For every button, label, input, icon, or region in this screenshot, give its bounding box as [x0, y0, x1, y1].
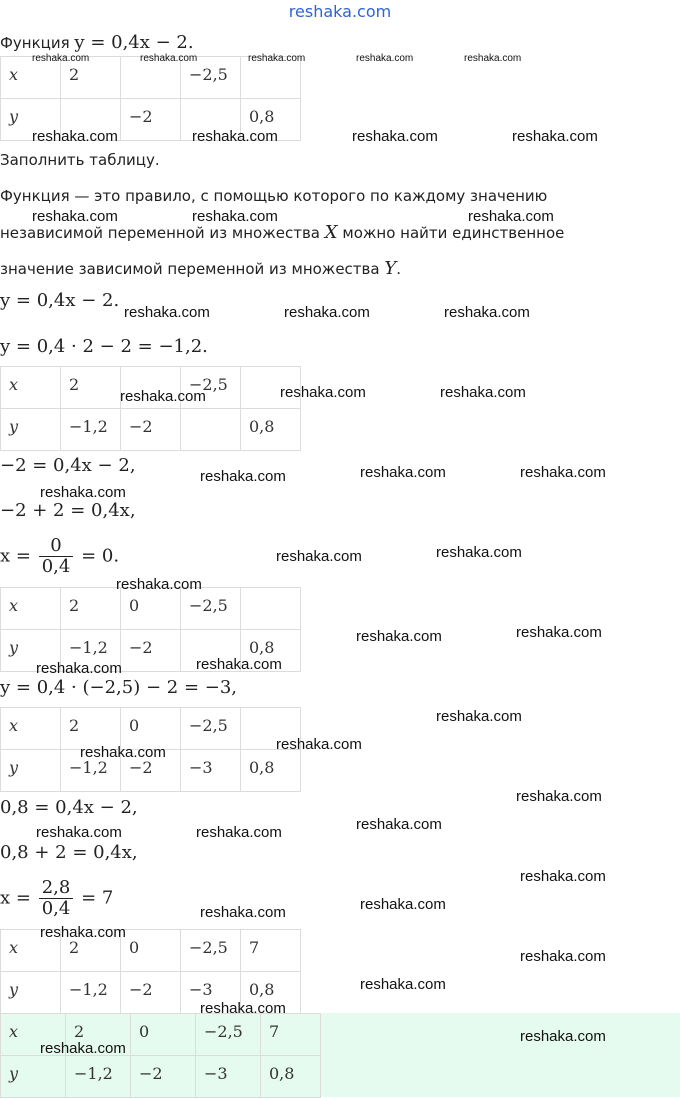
watermark: reshaka.com	[352, 128, 438, 145]
cell: y	[1, 409, 61, 451]
cell: −2	[131, 1056, 196, 1098]
watermark: reshaka.com	[116, 576, 202, 593]
watermark: reshaka.com	[356, 628, 442, 645]
watermark: reshaka.com	[248, 53, 306, 64]
cell: 0,8	[241, 972, 301, 1014]
cell: x	[1, 1014, 66, 1056]
cell: −2,5	[196, 1014, 261, 1056]
cell: −2,5	[181, 588, 241, 630]
cell: −1,2	[61, 409, 121, 451]
watermark: reshaka.com	[36, 660, 122, 677]
watermark: reshaka.com	[360, 976, 446, 993]
cell: 0,8	[241, 750, 301, 792]
step-equation: y = 0,4 · 2 − 2 = −1,2.	[0, 336, 208, 357]
watermark: reshaka.com	[280, 384, 366, 401]
table-step-1	[0, 366, 301, 451]
cell: −2,5	[181, 930, 241, 972]
fraction-numerator: 2,8	[39, 878, 74, 899]
problem-statement	[0, 32, 194, 53]
definition-text: независимой переменной из множества	[0, 224, 320, 242]
cell: −3	[181, 972, 241, 1014]
cell: −2,5	[181, 57, 241, 99]
set-y: Y	[384, 258, 397, 279]
step-equation: y = 0,4 · (−2,5) − 2 = −3,	[0, 677, 237, 698]
watermark: reshaka.com	[516, 788, 602, 805]
cell: 0,8	[241, 409, 301, 451]
definition-line-1: Функция — это правило, с помощью которого по каждому значению	[0, 187, 548, 205]
cell: −1,2	[66, 1056, 131, 1098]
cell: 0,8	[241, 99, 301, 141]
cell: 2	[61, 930, 121, 972]
watermark: reshaka.com	[40, 1040, 126, 1057]
step-equation: 0,8 + 2 = 0,4x,	[0, 842, 138, 863]
watermark: reshaka.com	[284, 304, 370, 321]
cell: 2	[66, 1014, 131, 1056]
cell: 7	[241, 930, 301, 972]
cell: y	[1, 972, 61, 1014]
watermark: reshaka.com	[200, 904, 286, 921]
fraction	[39, 536, 74, 577]
definition-text: значение зависимой переменной из множества	[0, 260, 380, 278]
cell: −2	[121, 99, 181, 141]
watermark: reshaka.com	[520, 464, 606, 481]
cell: −1,2	[61, 972, 121, 1014]
cell: 7	[261, 1014, 321, 1056]
cell: −3	[181, 750, 241, 792]
watermark: reshaka.com	[516, 624, 602, 641]
cell: 2	[61, 588, 121, 630]
watermark: reshaka.com	[436, 708, 522, 725]
step-equation: −2 + 2 = 0,4x,	[0, 500, 136, 521]
watermark: reshaka.com	[464, 53, 522, 64]
cell: 0,8	[241, 630, 301, 672]
set-x: X	[324, 222, 338, 243]
fraction-lhs: x =	[0, 887, 31, 909]
step-equation: y = 0,4x − 2.	[0, 290, 120, 311]
cell: 0	[121, 930, 181, 972]
watermark: reshaka.com	[276, 548, 362, 565]
fraction-denominator: 0,4	[41, 556, 71, 577]
watermark: reshaka.com	[32, 208, 118, 225]
watermark: reshaka.com	[440, 384, 526, 401]
cell: −2	[121, 630, 181, 672]
watermark: reshaka.com	[276, 736, 362, 753]
watermark: reshaka.com	[436, 544, 522, 561]
cell: x	[1, 57, 61, 99]
cell: x	[1, 588, 61, 630]
watermark: reshaka.com	[200, 1000, 286, 1017]
watermark: reshaka.com	[196, 656, 282, 673]
watermark: reshaka.com	[468, 208, 554, 225]
cell: x	[1, 930, 61, 972]
watermark: reshaka.com	[360, 896, 446, 913]
cell: −1,2	[61, 630, 121, 672]
definition-line-2	[0, 222, 564, 243]
watermark: reshaka.com	[32, 53, 90, 64]
fraction-denominator: 0,4	[41, 898, 71, 919]
watermark: reshaka.com	[36, 824, 122, 841]
step-fraction	[0, 878, 113, 919]
cell: −2	[121, 972, 181, 1014]
table-row-y	[1, 409, 301, 451]
watermark: reshaka.com	[360, 464, 446, 481]
task-text: Заполнить таблицу.	[0, 151, 160, 169]
cell: y	[1, 1056, 66, 1098]
step-equation: −2 = 0,4x − 2,	[0, 455, 136, 476]
cell	[181, 409, 241, 451]
watermark: reshaka.com	[140, 53, 198, 64]
cell: 0	[121, 708, 181, 750]
watermark: reshaka.com	[520, 868, 606, 885]
cell: −2,5	[181, 708, 241, 750]
cell: 0,8	[261, 1056, 321, 1098]
watermark: reshaka.com	[356, 816, 442, 833]
definition-text: .	[396, 260, 402, 278]
table-row-x	[1, 588, 301, 630]
cell: 2	[61, 57, 121, 99]
cell: −1,2	[61, 750, 121, 792]
cell: 0	[121, 588, 181, 630]
cell: y	[1, 99, 61, 141]
cell: x	[1, 367, 61, 409]
cell: y	[1, 750, 61, 792]
definition-line-3	[0, 258, 401, 279]
watermark: reshaka.com	[192, 208, 278, 225]
cell: −2,5	[181, 367, 241, 409]
cell: 2	[61, 367, 121, 409]
fraction	[39, 878, 74, 919]
definition-text: можно найти единственное	[342, 224, 565, 242]
fraction-rhs: = 7	[81, 887, 114, 909]
watermark: reshaka.com	[520, 948, 606, 965]
cell: −2	[121, 409, 181, 451]
cell	[241, 588, 301, 630]
watermark: reshaka.com	[520, 1028, 606, 1045]
watermark: reshaka.com	[196, 824, 282, 841]
site-link[interactable]: reshaka.com	[288, 2, 392, 21]
problem-formula: y = 0,4x − 2.	[74, 32, 194, 53]
watermark: reshaka.com	[356, 53, 414, 64]
cell: y	[1, 630, 61, 672]
step-equation: 0,8 = 0,4x − 2,	[0, 797, 138, 818]
fraction-lhs: x =	[0, 545, 31, 567]
watermark: reshaka.com	[120, 388, 206, 405]
table-row-y	[1, 1056, 321, 1098]
step-fraction	[0, 536, 119, 577]
fraction-numerator: 0	[39, 536, 74, 557]
cell: −3	[196, 1056, 261, 1098]
cell: 0	[131, 1014, 196, 1056]
watermark: reshaka.com	[40, 484, 126, 501]
watermark: reshaka.com	[200, 468, 286, 485]
problem-prefix: Функция	[0, 34, 70, 52]
watermark: reshaka.com	[444, 304, 530, 321]
fraction-rhs: = 0.	[81, 545, 120, 567]
cell: 2	[61, 708, 121, 750]
watermark: reshaka.com	[512, 128, 598, 145]
watermark: reshaka.com	[32, 128, 118, 145]
cell: −2	[121, 750, 181, 792]
watermark: reshaka.com	[80, 744, 166, 761]
watermark: reshaka.com	[40, 924, 126, 941]
watermark: reshaka.com	[124, 304, 210, 321]
watermark: reshaka.com	[192, 128, 278, 145]
cell: x	[1, 708, 61, 750]
